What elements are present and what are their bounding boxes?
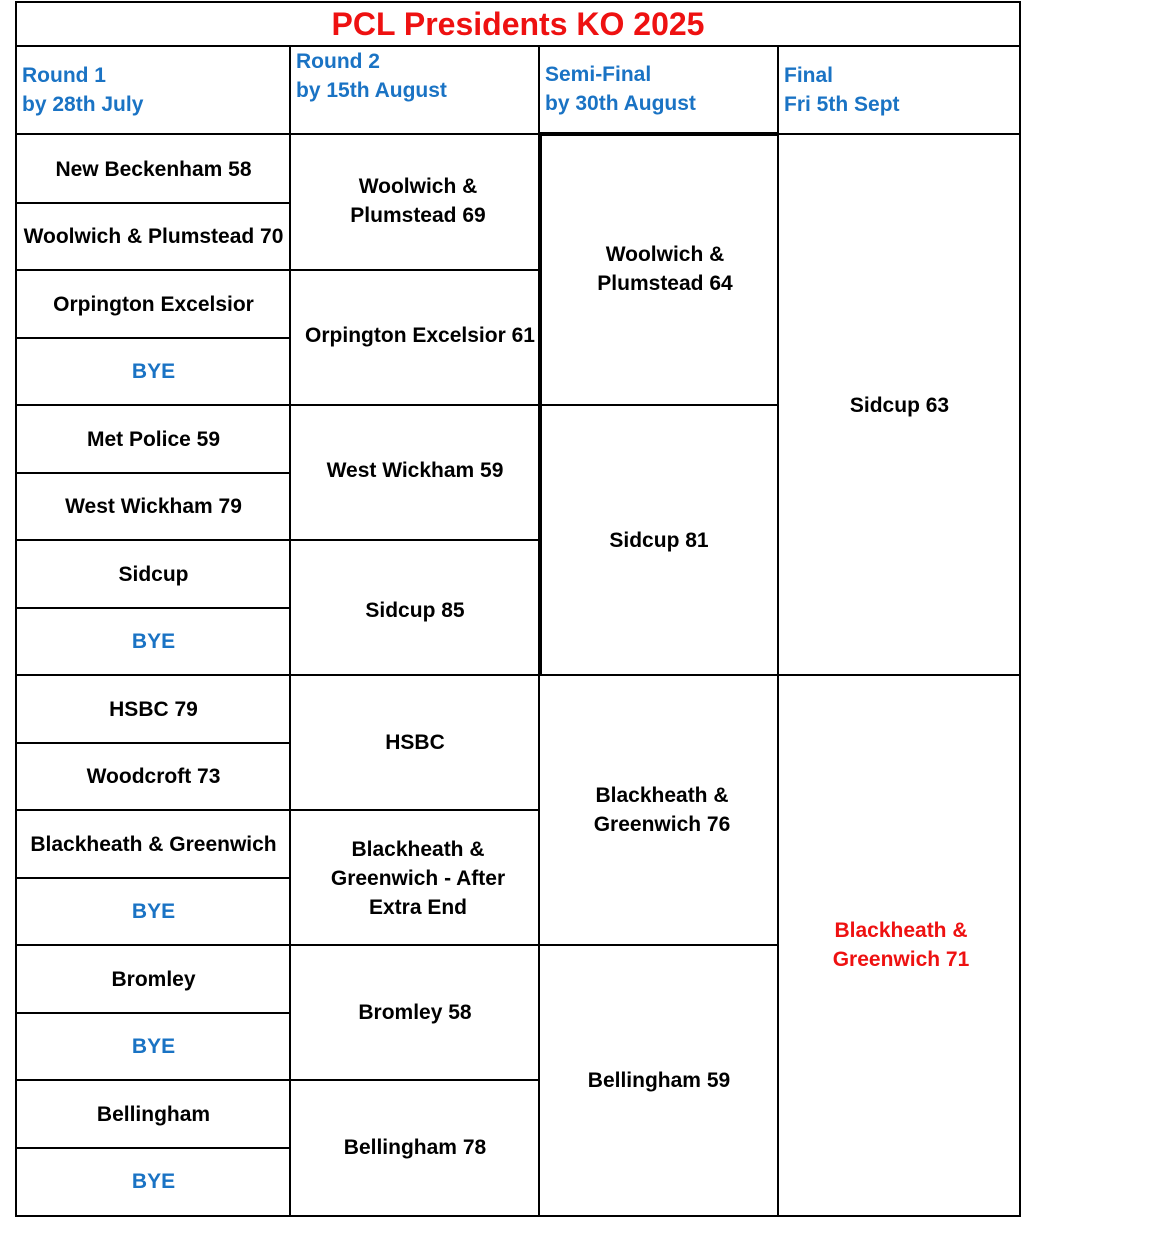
row-divider <box>15 472 291 474</box>
row-divider <box>289 944 540 946</box>
round1-bye: BYE <box>131 1035 176 1058</box>
header-semi-final-label: Semi-Final <box>545 63 652 86</box>
row-divider <box>15 269 291 271</box>
row-divider <box>15 742 291 744</box>
round1-entry: Met Police 59 <box>86 427 221 451</box>
title-divider <box>15 45 1021 47</box>
header-round-2 <box>296 47 447 105</box>
round1-entry: Woodcroft 73 <box>86 765 221 788</box>
row-divider <box>289 1079 540 1081</box>
round1-bye: BYE <box>131 900 176 923</box>
header-round-2-label: Round 2 <box>296 50 380 73</box>
round1-entry: Sidcup <box>118 562 189 586</box>
header-round-1 <box>22 61 143 119</box>
row-divider <box>15 1012 291 1014</box>
header-divider-thick <box>539 132 779 136</box>
round1-entry: New Beckenham 58 <box>55 157 252 181</box>
column-divider <box>289 45 291 1217</box>
round1-bye: BYE <box>131 630 176 653</box>
row-divider <box>538 404 779 406</box>
round1-entry: West Wickham 79 <box>65 495 242 518</box>
row-divider <box>15 809 291 811</box>
round2-winner: Woolwich & Plumstead 69 <box>350 174 486 227</box>
round2-winner: Orpington Excelsior 61 <box>305 324 535 347</box>
row-divider <box>15 877 291 879</box>
row-divider <box>289 269 540 271</box>
final-finalist: Sidcup 63 <box>849 393 950 417</box>
row-divider <box>15 404 291 406</box>
round1-entry: Bromley <box>111 967 196 991</box>
header-semi-final-deadline: by 30th August <box>545 92 696 115</box>
row-divider <box>15 674 291 676</box>
round1-entry: Woolwich & Plumstead 70 <box>23 225 284 248</box>
row-divider <box>289 404 540 406</box>
round2-winner: West Wickham 59 <box>326 459 504 482</box>
header-final <box>784 61 900 119</box>
row-divider <box>289 809 540 811</box>
round2-winner: Bromley 58 <box>358 1001 472 1024</box>
border-left <box>15 1 17 1217</box>
header-divider <box>15 133 1021 135</box>
round1-entry: Blackheath & Greenwich <box>30 832 277 856</box>
round1-entry: Orpington Excelsior <box>53 292 254 316</box>
round2-winner: Bellingham 78 <box>343 1136 487 1159</box>
row-divider <box>15 1147 291 1149</box>
header-round-1-deadline: by 28th July <box>22 93 144 116</box>
row-divider <box>15 607 291 609</box>
round2-winner: Sidcup 85 <box>365 598 465 622</box>
header-final-date: Fri 5th Sept <box>784 93 900 116</box>
row-divider <box>538 674 779 676</box>
header-final-label: Final <box>784 64 834 87</box>
row-divider <box>289 539 540 541</box>
row-divider <box>15 1079 291 1081</box>
row-divider <box>777 674 1021 676</box>
semifinal-winner: Bellingham 59 <box>587 1068 731 1092</box>
row-divider <box>15 944 291 946</box>
semifinal-winner: Blackheath & Greenwich 76 <box>593 784 731 836</box>
semifinal-winner: Woolwich & Plumstead 64 <box>597 242 733 295</box>
row-divider <box>15 202 291 204</box>
header-round-2-deadline: by 15th August <box>296 79 447 102</box>
border-right <box>1019 1 1021 1217</box>
round1-bye: BYE <box>131 1170 176 1193</box>
header-round-1-label: Round 1 <box>22 64 106 87</box>
row-divider <box>15 337 291 339</box>
header-semi-final <box>545 60 696 118</box>
round1-bye: BYE <box>131 360 176 383</box>
row-divider <box>538 944 779 946</box>
semifinal-winner: Sidcup 81 <box>609 528 709 552</box>
round1-entry: HSBC 79 <box>109 697 198 721</box>
column-divider <box>777 45 779 1217</box>
round2-winner: HSBC <box>385 731 445 754</box>
final-champion: Blackheath & Greenwich 71 <box>832 919 970 971</box>
round1-entry: Bellingham <box>96 1102 211 1126</box>
round2-winner: Blackheath & Greenwich - After Extra End <box>330 838 506 919</box>
border-bottom <box>15 1215 1021 1217</box>
page-title: PCL Presidents KO 2025 <box>331 5 705 42</box>
row-divider <box>15 539 291 541</box>
row-divider <box>289 674 540 676</box>
border-top <box>15 1 1021 3</box>
